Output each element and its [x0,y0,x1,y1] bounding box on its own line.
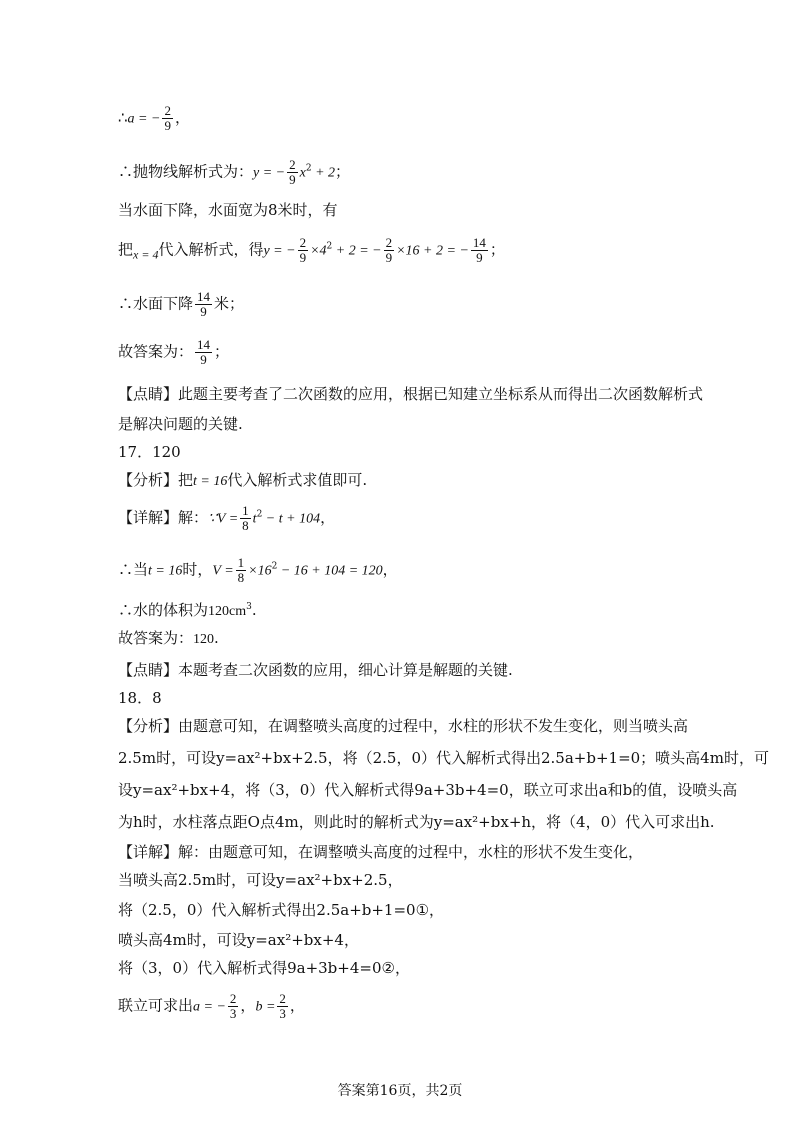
text: ∴水的体积为 [118,601,209,619]
text: ∴抛物线解析式为： [118,162,254,181]
analysis-line-18-2: 2.5m时，可设y=ax²+bx+2.5，将（2.5，0）代入解析式得出2.5a+b+1=0；喷头高4m时，可 [118,749,769,767]
punct: ， [289,996,305,1015]
superscript: 2 [271,561,278,572]
answer-line-17 [118,628,219,650]
fraction [471,236,488,265]
superscript: 2 [326,241,333,252]
math-expr: ×16 + 2 = − [396,243,469,259]
fraction-den: 9 [385,250,393,265]
fraction [162,104,173,133]
fraction-den: 9 [200,352,207,367]
math-expr: − t + 104 [262,511,321,527]
punct: . [251,601,257,619]
fraction [384,236,395,265]
fraction-num: 1 [237,555,245,570]
math-expr: y = − [263,243,296,259]
fraction [228,992,239,1021]
detail-line-18-6 [118,992,305,1021]
math-expr: ×16 [248,563,272,579]
analysis-line-18-4: 为h时，水柱落点距O点4m，则此时的解析式为y=ax²+bx+h，将（4，0）代入可求出h. [118,813,715,831]
fraction-den: 3 [279,1006,286,1021]
page-footer: 答案第16页，共2页 [337,1083,463,1099]
text: 把 [118,240,134,259]
fraction-num: 2 [299,235,307,250]
fraction-num: 2 [279,991,286,1006]
calc-line-17 [118,556,398,585]
superscript: 2 [305,163,312,174]
math-expr: b = [255,999,276,1015]
math-expr: + 2 = − [332,243,382,259]
math-expr: x = 4 [133,247,159,262]
detail-line-18-2: 当喷头高2.5m时，可设y=ax²+bx+2.5， [118,871,403,889]
therefore-symbol: ∴ [118,108,128,127]
text: 当 [133,560,149,579]
detail-line-18-1: 【详解】解：由题意可知，在调整喷头高度的过程中，水柱的形状不发生变化， [118,843,644,861]
math-expr: a = − [193,999,226,1015]
punct: . [214,629,219,647]
fraction-num: 14 [472,235,486,250]
comment-line-1: 【点睛】此题主要考查了二次函数的应用，根据已知建立坐标系从而得出二次函数解析式 [118,385,704,403]
fraction [195,338,212,367]
math-expr: 120 [193,632,215,647]
analysis-line-17 [118,470,367,492]
fraction-den: 9 [299,250,307,265]
fraction-den: 9 [164,118,171,133]
text: 时， [182,560,213,579]
math-expr: y = − [253,165,286,181]
math-expr: + 2 [311,165,336,181]
solution-line-4 [118,236,505,265]
fraction-den: 9 [200,304,207,319]
fraction-den: 9 [476,250,483,265]
fraction-den: 9 [289,172,296,187]
fraction-num: 2 [289,157,296,172]
text: 故答案为： [118,342,194,361]
fraction [195,290,212,319]
text: 故答案为： [118,629,194,647]
fraction-num: 14 [197,289,211,304]
fraction [277,992,288,1021]
comment-line-2: 是解决问题的关键. [118,415,243,433]
solution-line-3: 当水面下降，水面宽为8米时，有 [118,201,338,219]
fraction [287,158,298,187]
math-expr: V = [212,563,234,579]
solution-line-5 [118,290,244,319]
fraction-num: 2 [164,103,171,118]
math-expr: x [299,165,306,181]
fraction-den: 8 [237,570,245,585]
math-expr: 120cm [208,604,247,619]
solution-line-2 [118,158,350,187]
therefore-symbol: ∴ [118,560,134,579]
question-18-heading: 18．8 [118,689,162,707]
fraction-num: 2 [229,991,237,1006]
fraction-num: 1 [242,503,249,518]
fraction-num: 2 [385,235,393,250]
text: 代入解析式求值即可. [227,471,368,489]
text: 【分析】把 [118,471,194,489]
text: 代入解析式，得 [158,240,264,259]
question-17-heading: 17．120 [118,443,181,461]
math-expr: t [252,511,257,527]
fraction-den: 3 [229,1006,237,1021]
detail-line-18-4: 喷头高4m时，可设y=ax²+bx+4， [118,931,359,949]
solution-line-1 [118,104,190,133]
math-expr: ∵V = [208,511,239,527]
math-expr: t = 16 [193,474,228,489]
punct: ； [214,342,230,361]
fraction [240,504,251,533]
math-expr: ×4 [310,243,327,259]
solution-line-6 [118,338,229,367]
fraction-num: 14 [197,337,211,352]
punct: ， [174,108,190,127]
detail-line-17 [118,504,335,533]
comment-line-17: 【点睛】本题考查二次函数的应用，细心计算是解题的关键. [118,661,513,679]
superscript: 2 [256,509,263,520]
fraction-den: 8 [242,518,249,533]
punct: ， [240,996,256,1015]
text: 米； [214,294,245,313]
text: 联立可求出 [118,996,194,1015]
detail-line-18-5: 将（3，0）代入解析式得9a+3b+4=0②， [118,959,410,977]
fraction [236,556,247,585]
volume-line-17 [118,600,257,622]
punct: ； [489,240,505,259]
fraction [298,236,309,265]
superscript: 3 [246,602,252,612]
analysis-line-18-3: 设y=ax²+bx+4，将（3，0）代入解析式得9a+3b+4=0，联立可求出a和b的值，设喷头高 [118,781,738,799]
math-expr: − 16 + 104 = 120 [277,563,383,579]
math-expr: t = 16 [148,563,183,579]
text: 【详解】解： [118,508,209,527]
detail-line-18-3: 将（2.5，0）代入解析式得出2.5a+b+1=0①， [118,901,445,919]
math-expr: a = − [127,111,161,127]
punct: ， [320,508,336,527]
punct: ， [382,560,398,579]
text: ∴水面下降 [118,294,194,313]
analysis-line-18-1: 【分析】由题意可知，在调整喷头高度的过程中，水柱的形状不发生变化，则当喷头高 [118,717,689,735]
punct: ； [335,162,351,181]
